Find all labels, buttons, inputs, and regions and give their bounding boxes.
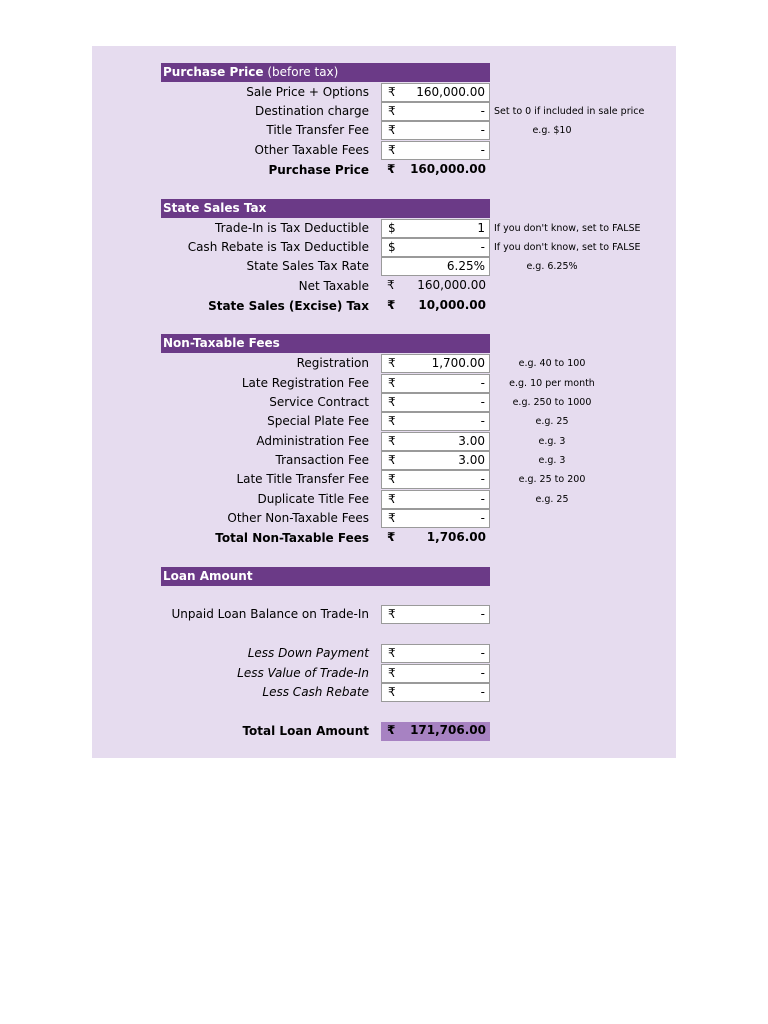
row-label: Sale Price + Options [246,85,369,99]
cell-value: - [480,607,485,621]
hint-text: e.g. 250 to 1000 [512,397,592,408]
currency-symbol: ₹ [388,143,396,157]
special-plate-fee-input[interactable] [381,412,490,431]
total-label: Purchase Price [268,163,369,177]
total-loan-amount [381,722,490,741]
cell-value: - [480,472,485,486]
row-label: Destination charge [255,104,369,118]
late-registration-fee-input[interactable] [381,374,490,393]
late-title-transfer-fee-input[interactable] [381,470,490,489]
currency-symbol: ₹ [388,356,396,370]
cash-rebate-deductible-input[interactable] [381,238,490,257]
fees-section-header [161,334,490,353]
cell-value: - [480,646,485,660]
currency-symbol: ₹ [387,162,396,176]
hint-text: e.g. 25 [535,494,569,505]
currency-symbol: ₹ [388,85,396,99]
tax-section-header [161,199,490,218]
row-label: Net Taxable [298,279,369,293]
currency-symbol: ₹ [388,376,396,390]
cell-value: - [480,143,485,157]
hint-text: Set to 0 if included in sale price [494,106,645,117]
cell-value: - [480,414,485,428]
row-label: Cash Rebate is Tax Deductible [187,240,369,254]
row-label: Transaction Fee [275,453,369,467]
row-label: Duplicate Title Fee [257,492,369,506]
sales-tax-rate-input[interactable] [381,257,490,276]
title-transfer-fee-input[interactable] [381,121,490,140]
row-label: Registration [296,356,369,370]
loan-section-header [161,567,490,586]
transaction-fee-input[interactable] [381,451,490,470]
cell-value: - [480,395,485,409]
tax-title: State Sales Tax [163,201,267,215]
row-label: Late Title Transfer Fee [236,472,369,486]
trade-in-value-input[interactable] [381,664,490,683]
total-value: 1,706.00 [426,530,486,544]
row-label: Title Transfer Fee [266,123,369,137]
cell-value: 3.00 [458,434,485,448]
cell-value: 1,700.00 [431,356,485,370]
hint-text: e.g. 40 to 100 [518,358,586,369]
cell-value: - [480,104,485,118]
cell-value: - [480,376,485,390]
row-label: Administration Fee [256,434,369,448]
cash-rebate-input[interactable] [381,683,490,702]
currency-symbol: ₹ [387,298,396,312]
currency-symbol: ₹ [388,511,396,525]
row-label: Special Plate Fee [267,414,369,428]
total-label: State Sales (Excise) Tax [208,299,369,313]
currency-symbol: ₹ [387,723,396,737]
sale-price-input[interactable] [381,83,490,102]
trade-in-deductible-input[interactable] [381,219,490,238]
purchase-subtitle: (before tax) [267,65,339,79]
cell-value: - [480,511,485,525]
currency-symbol: ₹ [388,395,396,409]
row-label: Less Value of Trade-In [237,666,369,680]
hint-text: e.g. 6.25% [526,261,578,272]
currency-symbol: ₹ [388,453,396,467]
currency-symbol: ₹ [388,434,396,448]
hint-text: e.g. $10 [532,125,572,136]
cell-value: 1 [477,221,485,235]
total-label: Total Non-Taxable Fees [215,531,369,545]
duplicate-title-fee-input[interactable] [381,490,490,509]
cell-value: - [480,685,485,699]
hint-text: e.g. 25 [535,416,569,427]
service-contract-input[interactable] [381,393,490,412]
sales-tax-total [381,297,490,316]
purchase-section-header [161,63,490,82]
currency-symbol: ₹ [388,414,396,428]
hint-text: If you don't know, set to FALSE [494,242,641,253]
hint-text: e.g. 10 per month [509,378,595,389]
currency-symbol: $ [388,221,396,235]
row-label: State Sales Tax Rate [246,259,369,273]
non-taxable-fees-total [381,529,490,548]
row-label: Service Contract [269,395,369,409]
currency-symbol: ₹ [388,104,396,118]
total-value: 10,000.00 [418,298,486,312]
hint-text: If you don't know, set to FALSE [494,223,641,234]
loan-title: Loan Amount [163,569,253,583]
purchase-title: Purchase Price [163,65,264,79]
currency-symbol: ₹ [388,123,396,137]
currency-symbol: $ [388,240,396,254]
registration-input[interactable] [381,354,490,373]
row-label: Unpaid Loan Balance on Trade-In [171,607,369,621]
hint-text: e.g. 25 to 200 [518,474,586,485]
total-value: 160,000.00 [410,162,486,176]
currency-symbol: ₹ [388,685,396,699]
row-label: Other Non-Taxable Fees [227,511,369,525]
fees-title: Non-Taxable Fees [163,336,280,350]
row-label: Late Registration Fee [241,376,369,390]
currency-symbol: ₹ [388,646,396,660]
cell-value: - [480,123,485,137]
currency-symbol: ₹ [388,492,396,506]
total-value: 171,706.00 [410,723,486,737]
hint-text: e.g. 3 [538,436,566,447]
currency-symbol: ₹ [388,666,396,680]
row-label: Less Cash Rebate [262,685,369,699]
row-label: Other Taxable Fees [254,143,369,157]
cell-value: 6.25% [446,259,485,273]
cell-value: 160,000.00 [417,278,486,292]
destination-charge-input[interactable] [381,102,490,121]
currency-symbol: ₹ [388,607,396,621]
currency-symbol: ₹ [387,530,396,544]
administration-fee-input[interactable] [381,432,490,451]
currency-symbol: ₹ [387,278,395,292]
other-taxable-fees-input[interactable] [381,141,490,160]
hint-text: e.g. 3 [538,455,566,466]
cell-value: - [480,666,485,680]
other-non-taxable-fees-input[interactable] [381,509,490,528]
row-label: Less Down Payment [247,646,369,660]
cell-value: - [480,492,485,506]
cell-value: - [480,240,485,254]
cell-value: 3.00 [458,453,485,467]
currency-symbol: ₹ [388,472,396,486]
unpaid-loan-balance-input[interactable] [381,605,490,624]
cell-value: 160,000.00 [416,85,485,99]
net-taxable-value [381,277,490,296]
row-label: Trade-In is Tax Deductible [215,221,369,235]
purchase-price-total [381,161,490,180]
down-payment-input[interactable] [381,644,490,663]
total-label: Total Loan Amount [242,724,369,738]
